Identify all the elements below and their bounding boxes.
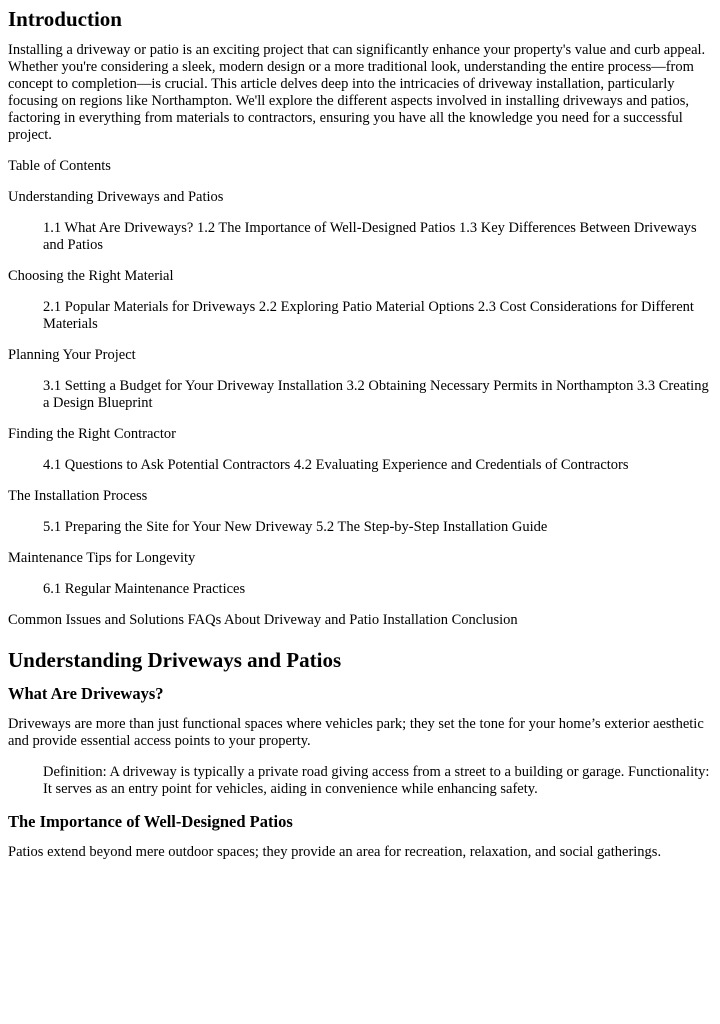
- subheading-what-are-driveways: What Are Driveways?: [8, 684, 164, 703]
- intro-paragraph: Installing a driveway or patio is an exciting project that can significantly enhance your property's value and curb appeal. Whether you're considering a sleek, modern design or a more traditional look, understanding the entire process—from concept to completion—is crucial. This article delves deep into the intricacies of driveway installation, particularly focusing on regions like Northampton. We'll explore the different aspects involved in installing driveways and patios, factoring in everything from materials to contractors, ensuring you have all the knowledge you need for a successful project.: [8, 42, 706, 143]
- toc-section-items: 6.1 Regular Maintenance Practices: [43, 581, 246, 597]
- toc-trailing-items: Common Issues and Solutions FAQs About Driveway and Patio Installation Conclusion: [8, 612, 518, 628]
- toc-section-title: Planning Your Project: [8, 347, 136, 363]
- toc-section-title: Maintenance Tips for Longevity: [8, 550, 196, 566]
- toc-section-items: 5.1 Preparing the Site for Your New Driveway 5.2 The Step-by-Step Installation Guide: [43, 519, 548, 535]
- toc-section-title: Finding the Right Contractor: [8, 426, 176, 442]
- section-heading-driveways-patios: Understanding Driveways and Patios: [8, 648, 342, 672]
- toc-section-title: Choosing the Right Material: [8, 268, 174, 284]
- toc-section-items: 3.1 Setting a Budget for Your Driveway Installation 3.2 Obtaining Necessary Permits in Northampton 3.3 Creating a Design Blueprint: [43, 378, 709, 411]
- toc-section-items: 2.1 Popular Materials for Driveways 2.2 Exploring Patio Material Options 2.3 Cost Considerations for Different Materials: [43, 299, 694, 332]
- patios-paragraph: Patios extend beyond mere outdoor spaces; they provide an area for recreation, relaxation, and social gatherings.: [8, 844, 662, 860]
- toc-heading: Table of Contents: [8, 158, 111, 174]
- intro-heading: Introduction: [8, 7, 122, 31]
- toc-section-title: Understanding Driveways and Patios: [8, 189, 224, 205]
- toc-section-title: The Installation Process: [8, 488, 148, 504]
- driveways-paragraph: Driveways are more than just functional spaces where vehicles park; they set the tone for your home’s exterior aesthetic and provide essential access points to your property.: [8, 716, 704, 749]
- article: [0, 7, 720, 861]
- toc-section-items: 4.1 Questions to Ask Potential Contractors 4.2 Evaluating Experience and Credentials of Contractors: [43, 457, 629, 473]
- toc-section-items: 1.1 What Are Driveways? 1.2 The Importance of Well-Designed Patios 1.3 Key Differences Between Driveways and Patios: [43, 220, 697, 253]
- subheading-importance-patios: The Importance of Well-Designed Patios: [8, 812, 293, 831]
- driveways-definition-quote: Definition: A driveway is typically a private road giving access from a street to a building or garage. Functionality: It serves as an entry point for vehicles, aiding in convenience while enhancing safety.: [43, 764, 710, 797]
